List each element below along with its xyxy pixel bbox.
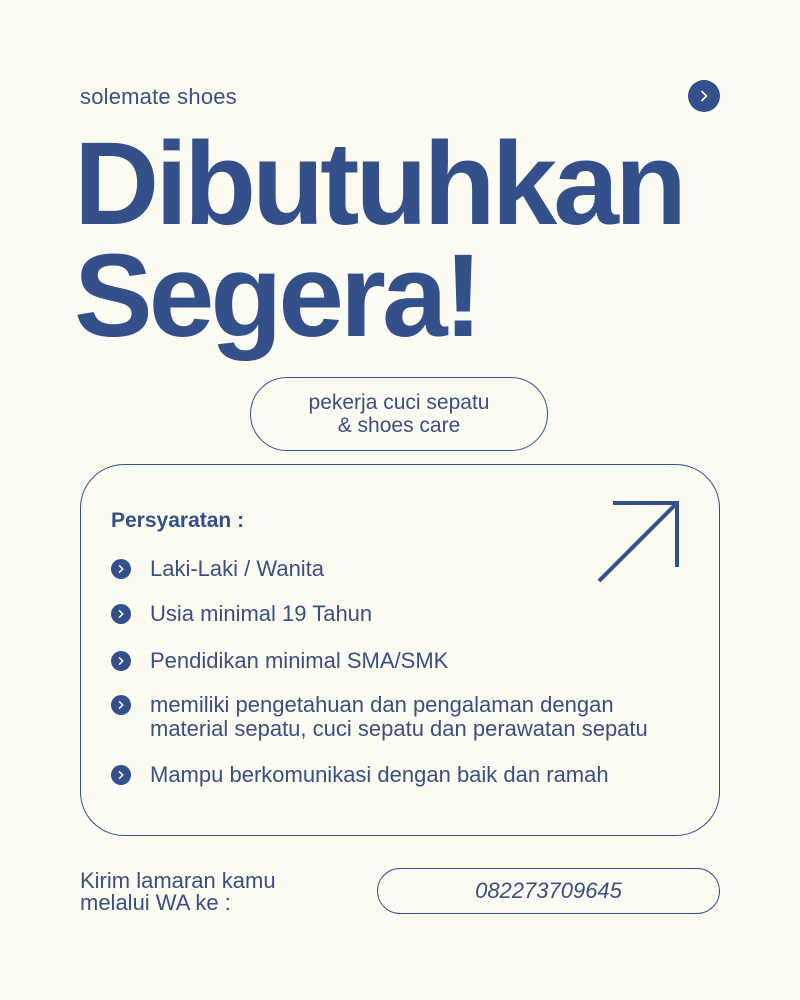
requirement-text: Mampu berkomunikasi dengan baik dan ramah <box>150 762 609 787</box>
requirement-text: Laki-Laki / Wanita <box>150 556 325 581</box>
contact-line-1: Kirim lamaran kamu <box>80 868 276 893</box>
position-line-1: pekerja cuci sepatu <box>308 391 490 414</box>
chevron-right-icon <box>111 651 131 671</box>
arrow-up-right-icon <box>593 497 685 589</box>
position-line-2: & shoes care <box>337 414 461 437</box>
contact-label <box>80 870 276 914</box>
headline-line-1: Dibutuhkan <box>74 118 683 250</box>
position-badge <box>250 377 548 451</box>
chevron-right-icon <box>111 604 131 624</box>
chevron-right-icon <box>111 765 131 785</box>
phone-number: 082273709645 <box>475 878 622 903</box>
requirement-text: memiliki pengetahuan dan pengalaman dengan material sepatu, cuci sepatu dan perawatan sepatu <box>150 692 648 741</box>
requirement-item <box>111 649 448 673</box>
chevron-right-icon <box>111 559 131 579</box>
requirements-title: Persyaratan : <box>111 509 245 532</box>
headline <box>74 118 683 362</box>
contact-line-2: melalui WA ke : <box>80 890 231 915</box>
chevron-right-icon <box>697 89 711 103</box>
requirement-item <box>111 602 372 626</box>
requirement-item <box>111 557 324 581</box>
requirement-item <box>111 693 648 741</box>
brand-name: solemate shoes <box>80 84 237 109</box>
chevron-right-icon <box>111 695 131 715</box>
whatsapp-number-button[interactable] <box>377 868 720 914</box>
requirements-card <box>80 464 720 836</box>
requirement-item <box>111 763 609 787</box>
requirement-text: Pendidikan minimal SMA/SMK <box>150 648 449 673</box>
next-button[interactable] <box>688 80 720 112</box>
requirement-text: Usia minimal 19 Tahun <box>150 601 373 626</box>
headline-line-2: Segera! <box>74 230 479 362</box>
